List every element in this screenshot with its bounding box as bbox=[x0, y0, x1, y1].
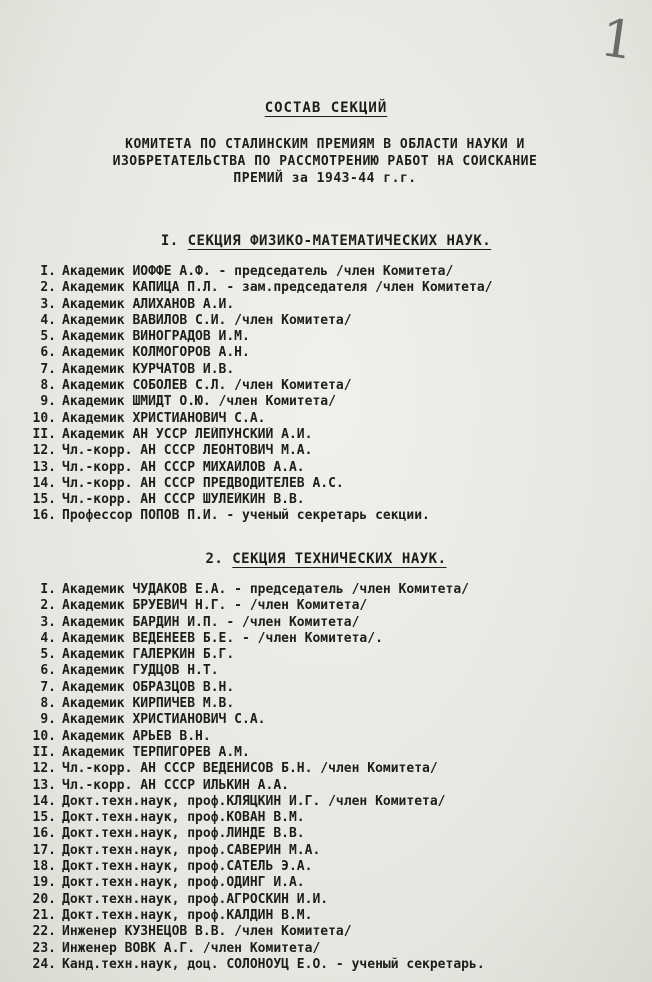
item-text: Академик БРУЕВИЧ Н.Г. - /член Комитета/ bbox=[62, 598, 368, 614]
item-number: 5. bbox=[40, 329, 56, 345]
item-number: 18. bbox=[32, 859, 56, 875]
item-number: 4. bbox=[40, 312, 56, 328]
item-text: Академик ВИНОГРАДОВ И.М. bbox=[62, 329, 250, 345]
item-text: Академик ХРИСТИАНОВИЧ С.А. bbox=[62, 712, 266, 728]
item-number: 17. bbox=[32, 842, 56, 858]
list-item bbox=[16, 859, 641, 875]
item-text: Чл.-корр. АН СССР ИЛЬКИН А.А. bbox=[62, 777, 289, 793]
item-number: 4. bbox=[40, 630, 56, 646]
item-number: 9. bbox=[40, 712, 56, 728]
list-item bbox=[16, 508, 641, 524]
item-number: 12. bbox=[32, 443, 56, 459]
item-text: Академик СОБОЛЕВ С.Л. /член Комитета/ bbox=[62, 378, 352, 394]
item-number: 23. bbox=[32, 940, 56, 956]
item-text: Академик ХРИСТИАНОВИЧ С.А. bbox=[62, 410, 266, 426]
list-item bbox=[16, 647, 641, 663]
item-text: Академик ИОФФЕ А.Ф. - председатель /член Комитета/ bbox=[62, 264, 454, 279]
item-text: Академик ОБРАЗЦОВ В.Н. bbox=[62, 679, 235, 695]
item-number: 7. bbox=[40, 679, 56, 695]
list-item bbox=[16, 460, 641, 476]
item-number: II. bbox=[32, 744, 56, 760]
list-item bbox=[16, 280, 641, 296]
list-item bbox=[16, 264, 641, 280]
item-number: 7. bbox=[40, 361, 56, 377]
item-text: Академик ТЕРПИГОРЕВ А.М. bbox=[62, 744, 250, 760]
item-text: Инженер ВОВК А.Г. /член Комитета/ bbox=[62, 940, 321, 956]
item-number: 19. bbox=[32, 875, 56, 891]
item-number: 8. bbox=[40, 696, 56, 712]
item-number: 2. bbox=[40, 280, 56, 296]
item-text: Академик БАРДИН И.П. - /член Комитета/ bbox=[62, 614, 360, 630]
section-heading-physics-math bbox=[0, 233, 652, 249]
section-number: I. bbox=[160, 233, 179, 249]
item-number: 2. bbox=[40, 598, 56, 614]
list-item bbox=[16, 297, 641, 313]
item-number: 13. bbox=[32, 459, 56, 475]
item-text: Докт.техн.наук, проф.САТЕЛЬ Э.А. bbox=[62, 859, 313, 875]
item-text: Докт.техн.наук, проф.КОВАН В.М. bbox=[62, 810, 305, 826]
list-item bbox=[16, 582, 641, 598]
item-text: Чл.-корр. АН СССР МИХАЙЛОВ А.А. bbox=[62, 459, 305, 475]
member-list-section-2 bbox=[16, 582, 641, 973]
list-item bbox=[16, 761, 641, 777]
subtitle-line: КОМИТЕТА ПО СТАЛИНСКИМ ПРЕМИЯМ В ОБЛАСТИ НАУКИ И bbox=[125, 137, 525, 152]
item-number: 24. bbox=[32, 956, 56, 972]
list-item bbox=[16, 941, 641, 957]
list-item bbox=[16, 378, 641, 394]
list-item bbox=[16, 924, 641, 940]
list-item bbox=[16, 843, 641, 859]
item-text: Докт.техн.наук, проф.АГРОСКИН И.И. bbox=[62, 891, 329, 907]
item-number: 10. bbox=[32, 728, 56, 744]
item-text: Академик КАПИЦА П.Л. - зам.председателя /член Комитета/ bbox=[62, 280, 493, 296]
item-number: I. bbox=[40, 582, 56, 597]
list-item bbox=[16, 908, 641, 924]
item-text: Канд.техн.наук, доц. СОЛОНОУЦ Е.О. - ученый секретарь. bbox=[62, 956, 485, 972]
item-text: Докт.техн.наук, проф.КЛЯЦКИН И.Г. /член Комитета/ bbox=[62, 793, 446, 809]
subtitle-line: ИЗОБРЕТАТЕЛЬСТВА ПО РАССМОТРЕНИЮ РАБОТ НА СОИСКАНИЕ bbox=[112, 154, 538, 169]
item-number: 15. bbox=[32, 492, 56, 508]
item-number: I. bbox=[40, 264, 56, 279]
list-item bbox=[16, 892, 641, 908]
item-number: 22. bbox=[32, 924, 56, 940]
list-item bbox=[16, 826, 641, 842]
item-text: Академик ВАВИЛОВ С.И. /член Комитета/ bbox=[62, 312, 352, 328]
item-text: Академик КОЛМОГОРОВ А.Н. bbox=[62, 345, 250, 361]
list-item bbox=[16, 810, 641, 826]
item-number: 16. bbox=[32, 508, 56, 524]
item-text: Докт.техн.наук, проф.ОДИНГ И.А. bbox=[62, 875, 305, 891]
list-item bbox=[16, 957, 641, 973]
item-text: Академик ГУДЦОВ Н.Т. bbox=[62, 663, 219, 679]
item-text: Инженер КУЗНЕЦОВ В.В. /член Комитета/ bbox=[62, 924, 352, 940]
item-text: Докт.техн.наук, проф.КАЛДИН В.М. bbox=[62, 907, 313, 923]
item-text: Академик ГАЛЕРКИН Б.Г. bbox=[62, 647, 235, 663]
section-heading-technical bbox=[0, 551, 652, 567]
list-item bbox=[16, 745, 641, 761]
item-number: 3. bbox=[40, 614, 56, 630]
section-number: 2. bbox=[205, 551, 224, 567]
item-text: Чл.-корр. АН СССР ЛЕОНТОВИЧ М.А. bbox=[62, 443, 313, 459]
list-item bbox=[16, 492, 641, 508]
item-number: 5. bbox=[40, 647, 56, 663]
list-item bbox=[16, 712, 641, 728]
list-item bbox=[16, 615, 641, 631]
list-item bbox=[16, 362, 641, 378]
item-number: 14. bbox=[32, 475, 56, 491]
list-item bbox=[16, 680, 641, 696]
list-item bbox=[16, 443, 641, 459]
item-number: 3. bbox=[40, 296, 56, 312]
item-number: 20. bbox=[32, 891, 56, 907]
item-text: Профессор ПОПОВ П.И. - ученый секретарь секции. bbox=[62, 508, 430, 524]
item-text: Чл.-корр. АН СССР ШУЛЕЙКИН В.В. bbox=[62, 492, 305, 508]
list-item bbox=[16, 663, 641, 679]
member-list-section-1 bbox=[16, 264, 641, 525]
list-item bbox=[16, 778, 641, 794]
item-text: Академик ШМИДТ О.Ю. /член Комитета/ bbox=[62, 394, 336, 410]
item-number: 14. bbox=[32, 793, 56, 809]
item-number: 9. bbox=[40, 394, 56, 410]
item-number: II. bbox=[32, 426, 56, 442]
item-text: Академик КУРЧАТОВ И.В. bbox=[62, 361, 235, 377]
item-number: 16. bbox=[32, 826, 56, 842]
item-text: Академик КИРПИЧЕВ М.В. bbox=[62, 696, 235, 712]
list-item bbox=[16, 729, 641, 745]
item-text: Докт.техн.наук, проф.ЛИНДЕ В.В. bbox=[62, 826, 305, 842]
document-title: СОСТАВ СЕКЦИЙ bbox=[264, 100, 388, 116]
list-item bbox=[16, 411, 641, 427]
subtitle-line: ПРЕМИЙ за 1943-44 г.г. bbox=[233, 171, 417, 186]
item-number: 13. bbox=[32, 777, 56, 793]
item-number: 12. bbox=[32, 761, 56, 777]
item-text: Академик ВЕДЕНЕЕВ Б.Е. - /член Комитета/. bbox=[62, 630, 383, 646]
list-item bbox=[16, 394, 641, 410]
list-item bbox=[16, 329, 641, 345]
item-text: Академик АН УССР ЛЕЙПУНСКИЙ А.И. bbox=[62, 426, 313, 442]
item-text: Чл.-корр. АН СССР ПРЕДВОДИТЕЛЕВ А.С. bbox=[62, 475, 344, 491]
item-number: 21. bbox=[32, 907, 56, 923]
list-item bbox=[16, 696, 641, 712]
list-item bbox=[16, 313, 641, 329]
list-item bbox=[16, 476, 641, 492]
section-title: СЕКЦИЯ ФИЗИКО-МАТЕМАТИЧЕСКИХ НАУК. bbox=[187, 233, 492, 249]
list-item bbox=[16, 875, 641, 891]
document-subtitle bbox=[40, 136, 610, 187]
list-item bbox=[16, 631, 641, 647]
item-number: 6. bbox=[40, 345, 56, 361]
item-text: Докт.техн.наук, проф.САВЕРИН М.А. bbox=[62, 842, 321, 858]
item-text: Академик АЛИХАНОВ А.И. bbox=[62, 296, 235, 312]
item-text: Академик АРЬЕВ В.Н. bbox=[62, 728, 211, 744]
item-text: Чл.-корр. АН СССР ВЕДЕНИСОВ Б.Н. /член Комитета/ bbox=[62, 761, 438, 777]
page-number: 1 bbox=[596, 8, 637, 72]
section-title: СЕКЦИЯ ТЕХНИЧЕСКИХ НАУК. bbox=[232, 551, 447, 567]
list-item bbox=[16, 598, 641, 614]
item-text: Академик ЧУДАКОВ Е.А. - председатель /член Комитета/ bbox=[62, 582, 469, 597]
item-number: 6. bbox=[40, 663, 56, 679]
list-item bbox=[16, 427, 641, 443]
item-number: 15. bbox=[32, 810, 56, 826]
list-item bbox=[16, 345, 641, 361]
list-item bbox=[16, 794, 641, 810]
item-number: 10. bbox=[32, 410, 56, 426]
item-number: 8. bbox=[40, 378, 56, 394]
